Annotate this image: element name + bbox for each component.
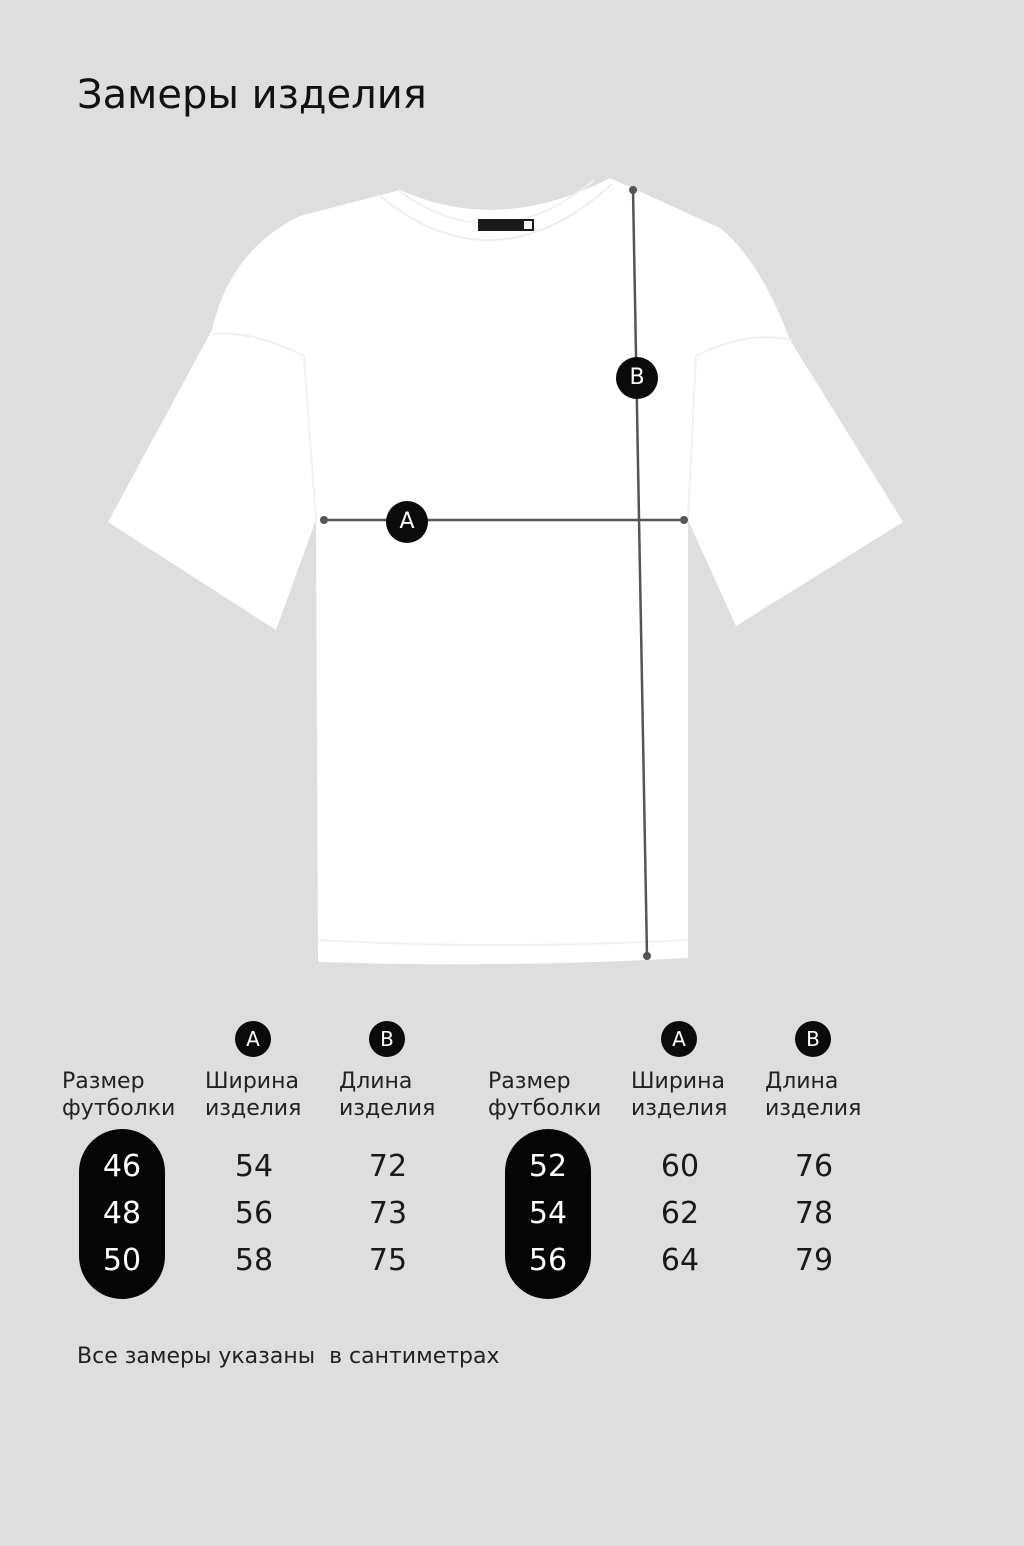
width-measure-start-dot bbox=[320, 516, 328, 524]
header-line: Ширина bbox=[205, 1069, 299, 1094]
table-right-width-cell: 62 bbox=[660, 1196, 700, 1231]
page-title: Замеры изделия bbox=[77, 72, 427, 118]
header-line: Длина bbox=[765, 1069, 839, 1094]
header-line: Ширина bbox=[631, 1069, 725, 1094]
clothing-tag-detail bbox=[524, 221, 532, 229]
table-left-length-marker: B bbox=[369, 1021, 405, 1057]
table-left-size-cell: 46 bbox=[102, 1149, 142, 1184]
table-left-size-cell: 50 bbox=[102, 1243, 142, 1278]
tshirt-shape bbox=[108, 178, 903, 964]
table-left-length-cell: 75 bbox=[368, 1243, 408, 1278]
header-line: Размер bbox=[62, 1069, 145, 1094]
table-left-width-cell: 58 bbox=[234, 1243, 274, 1278]
table-right-width-cell: 64 bbox=[660, 1243, 700, 1278]
header-line: изделия bbox=[765, 1096, 862, 1121]
table-left-size-cell: 48 bbox=[102, 1196, 142, 1231]
header-line: изделия bbox=[631, 1096, 728, 1121]
table-right-length-cell: 79 bbox=[794, 1243, 834, 1278]
table-left-header-length bbox=[339, 1068, 435, 1122]
table-left-header-size bbox=[62, 1068, 175, 1122]
header-line: Длина bbox=[339, 1069, 413, 1094]
length-marker-badge: B bbox=[616, 357, 658, 399]
table-left-length-cell: 72 bbox=[368, 1149, 408, 1184]
table-left-width-marker: A bbox=[235, 1021, 271, 1057]
header-line: Размер bbox=[488, 1069, 571, 1094]
table-right-size-cell: 56 bbox=[528, 1243, 568, 1278]
length-measure-start-dot bbox=[629, 186, 637, 194]
header-line: изделия bbox=[205, 1096, 302, 1121]
measurement-units-note: Все замеры указаны в сантиметрах bbox=[77, 1344, 500, 1369]
table-right-header-width bbox=[631, 1068, 727, 1122]
table-right-length-cell: 76 bbox=[794, 1149, 834, 1184]
table-right-length-cell: 78 bbox=[794, 1196, 834, 1231]
table-left-width-cell: 54 bbox=[234, 1149, 274, 1184]
length-measure-end-dot bbox=[643, 952, 651, 960]
table-left-width-cell: 56 bbox=[234, 1196, 274, 1231]
table-right-header-length bbox=[765, 1068, 861, 1122]
header-line: футболки bbox=[62, 1096, 176, 1121]
header-line: изделия bbox=[339, 1096, 436, 1121]
width-measure-end-dot bbox=[680, 516, 688, 524]
table-right-header-size bbox=[488, 1068, 601, 1122]
table-left-header-width bbox=[205, 1068, 301, 1122]
table-right-size-cell: 54 bbox=[528, 1196, 568, 1231]
header-line: футболки bbox=[488, 1096, 602, 1121]
table-right-size-cell: 52 bbox=[528, 1149, 568, 1184]
table-left-length-cell: 73 bbox=[368, 1196, 408, 1231]
width-marker-badge: A bbox=[386, 501, 428, 543]
table-right-length-marker: B bbox=[795, 1021, 831, 1057]
table-right-width-cell: 60 bbox=[660, 1149, 700, 1184]
table-right-width-marker: A bbox=[661, 1021, 697, 1057]
